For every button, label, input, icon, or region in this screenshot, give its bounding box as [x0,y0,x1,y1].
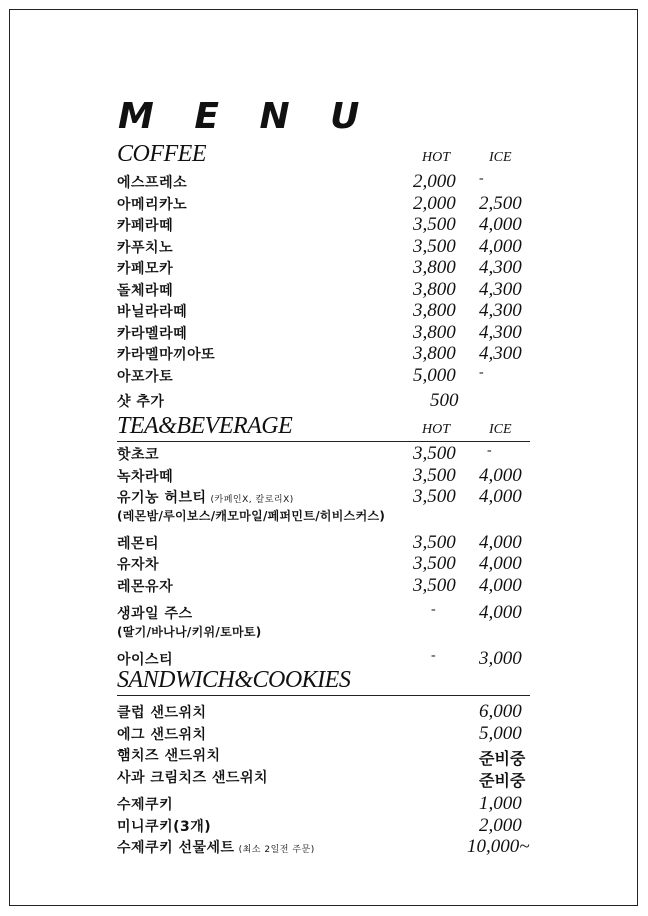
item-ice-price: 4,000 [479,602,522,623]
item-price: 5,000 [479,722,522,744]
item-note: (최소 2일전 주문) [238,845,315,855]
item-price: 2,000 [479,814,522,836]
menu-item [117,235,530,257]
item-name: 유기농 허브티 [117,490,207,506]
item-name: 생과일 주스 [117,606,193,622]
item-ice-price: 4,000 [479,486,522,507]
item-price: 10,000~ [467,836,530,857]
tea-hot-label: HOT [422,422,451,437]
item-hot-price: 3,500 [413,531,456,553]
menu-item [117,389,530,411]
tea-section [117,412,530,668]
menu-item [117,256,530,278]
item-price: 준비중 [479,770,526,790]
item-name: 수제쿠키 선물세트 [117,840,235,856]
menu-item [117,835,530,857]
item-name: 바닐라라떼 [117,304,188,320]
menu-item [117,722,530,744]
menu-item [117,464,530,486]
item-name: 핫초코 [117,447,160,463]
menu-item [117,743,530,768]
item-hot-price: 3,800 [413,343,456,364]
menu-item [117,485,530,507]
item-name: 에그 샌드위치 [117,726,207,743]
item-name: 수제쿠키 [117,797,174,813]
menu-item [117,278,530,300]
item-ice-price: - [479,364,484,380]
sandwich-divider [117,695,530,696]
menu-item [117,170,530,192]
item-ice-price: 4,000 [479,553,522,574]
item-name: 유자차 [117,557,160,573]
item-hot-price: 3,500 [413,553,456,574]
sandwich-header [117,666,530,696]
item-ice-price: 4,300 [479,343,522,364]
coffee-ice-label: ICE [489,150,512,165]
item-hot-price: 3,500 [413,486,456,507]
tea-ice-label: ICE [489,422,512,437]
item-ice-price: 4,300 [479,278,522,300]
menu-item [117,364,530,386]
item-ice-price: 4,000 [479,235,522,257]
sandwich-section [117,666,530,857]
item-ice-price: 4,300 [479,300,522,321]
item-hot-price: 500 [430,390,459,411]
item-ice-price: - [479,171,484,186]
menu-item [117,442,530,464]
item-name: 카라멜마끼아또 [117,347,216,363]
juice-options: (딸기/바나나/키위/토마토) [117,624,262,639]
menu-item [117,192,530,214]
item-name: 카페모카 [117,261,174,277]
menu-item [117,792,530,814]
item-hot-price: 3,800 [413,257,456,278]
item-ice-price: 4,000 [479,214,522,235]
item-name: 카라멜라떼 [117,325,188,342]
item-ice-price: 4,300 [479,321,522,343]
menu-item [117,213,530,235]
menu-item [117,765,530,790]
menu-item [117,574,530,596]
item-ice-price: 4,000 [479,574,522,596]
item-ice-price: 2,500 [479,192,522,214]
item-ice-price: 4,000 [479,464,522,486]
item-hot-price: 2,000 [413,171,456,192]
item-name: 샷 추가 [117,394,165,410]
item-hot-price: 3,800 [413,300,456,321]
menu-item [117,342,530,364]
item-ice-price: 4,000 [479,531,522,553]
item-name: 아포가토 [117,368,174,385]
item-name: 사과 크림치즈 샌드위치 [117,769,268,786]
item-ice-price: 3,000 [479,647,522,669]
coffee-header [117,140,530,170]
coffee-title: COFFEE [117,141,206,167]
menu-item [117,700,530,722]
item-hot-price: 3,500 [413,464,456,486]
item-hot-price: 3,500 [413,235,456,257]
item-hot-price: - [431,602,436,617]
item-ice-price: - [487,443,492,458]
item-price: 6,000 [479,701,522,722]
tea-header [117,412,530,442]
item-name: 클럽 샌드위치 [117,705,207,721]
item-note: (카페인X, 칼로리X) [210,495,294,505]
item-hot-price: 2,000 [413,192,456,214]
menu-title: M E N U [118,96,374,137]
item-name: 카페라떼 [117,218,174,234]
item-name: 햄치즈 샌드위치 [117,748,221,764]
item-name: 레몬티 [117,535,160,552]
item-hot-price: 3,800 [413,278,456,300]
menu-item [117,647,530,669]
item-name: 아메리카노 [117,196,188,213]
herb-options: (레몬밤/루이보스/캐모마일/페퍼민트/히비스커스) [117,508,386,523]
menu-item [117,321,530,343]
item-hot-price: 3,500 [413,214,456,235]
sandwich-title: SANDWICH&COOKIES [117,667,351,693]
item-hot-price: 3,800 [413,321,456,343]
item-hot-price: - [431,647,436,663]
item-name: 카푸치노 [117,239,174,256]
item-name: 녹차라떼 [117,468,174,485]
item-name: 미니쿠키(3개) [117,818,212,835]
item-name: 에스프레소 [117,175,188,191]
item-ice-price: 4,300 [479,257,522,278]
item-price: 준비중 [479,749,526,768]
coffee-hot-label: HOT [422,150,451,165]
item-hot-price: 5,000 [413,364,456,386]
coffee-section [117,140,530,411]
item-name: 아이스티 [117,651,174,668]
item-hot-price: 3,500 [413,443,456,464]
menu-item [117,552,530,574]
menu-item [117,601,530,623]
tea-title: TEA&BEVERAGE [117,413,293,439]
menu-item [117,531,530,553]
item-name: 돌체라떼 [117,282,174,299]
item-name: 레몬유자 [117,578,174,595]
item-hot-price: 3,500 [413,574,456,596]
menu-item [117,299,530,321]
item-price: 1,000 [479,793,522,814]
menu-item [117,814,530,836]
